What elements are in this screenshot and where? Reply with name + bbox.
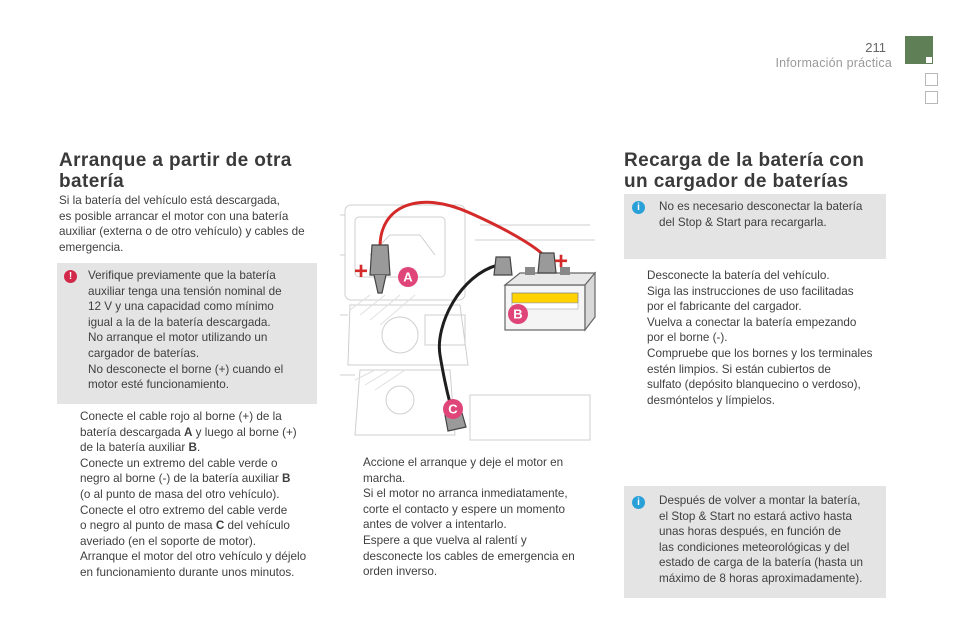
info-line: del Stop & Start para recargarla. xyxy=(659,215,827,229)
black-cable xyxy=(439,265,498,420)
plus-right-icon xyxy=(554,248,568,275)
step-text: . xyxy=(196,441,201,455)
step-line: orden inverso. xyxy=(363,565,438,579)
step-line xyxy=(80,471,321,487)
svg-text:+: + xyxy=(554,248,569,275)
step-item xyxy=(626,284,890,315)
warning-line: auxiliar tenga una tensión nominal de xyxy=(88,284,282,298)
step-line: Vuelva a conectar la batería empezando xyxy=(647,315,857,329)
label-a: A xyxy=(183,425,193,439)
step-text: del vehículo xyxy=(224,519,290,533)
middle-steps-list xyxy=(342,455,598,580)
section-title: Información práctica xyxy=(775,56,892,70)
step-item xyxy=(626,315,890,346)
step-line: en funcionamiento durante unos minutos. xyxy=(80,565,295,579)
step-line xyxy=(80,425,321,441)
step-line xyxy=(80,440,321,456)
step-line: por el fabricante del cargador. xyxy=(647,300,802,314)
step-item xyxy=(59,409,321,456)
intro-line: auxiliar (externa o de otro vehículo) y cables de xyxy=(59,225,305,239)
right-title-line1: Recarga de la batería con xyxy=(624,150,865,171)
step-line: Siga las instrucciones de uso facilitadas xyxy=(647,284,854,298)
step-text: y luego al borne (+) xyxy=(192,425,297,439)
step-line: marcha. xyxy=(363,471,406,485)
step-line: averiado (en el soporte de motor). xyxy=(80,534,257,548)
step-line: (o al punto de masa del otro vehículo). xyxy=(80,487,280,501)
info-bottom-text xyxy=(659,493,883,587)
step-line: desmóntelos y límpielos. xyxy=(647,393,775,407)
step-line: antes de volver a intentarlo. xyxy=(363,518,507,532)
info-icon: i xyxy=(632,496,645,509)
info-line: No es necesario desconectar la batería xyxy=(659,200,863,213)
svg-text:C: C xyxy=(448,401,458,417)
label-a-marker xyxy=(398,267,418,287)
step-line: Arranque el motor del otro vehículo y déjelo xyxy=(80,550,307,564)
info-box-bottom xyxy=(624,486,886,598)
intro-line: emergencia. xyxy=(59,240,124,254)
left-intro xyxy=(59,193,329,255)
warning-line: 12 V y una capacidad como mínimo xyxy=(88,300,274,314)
info-line: el Stop & Start no estará activo hasta xyxy=(659,509,852,523)
warning-line: motor esté funcionamiento. xyxy=(88,378,229,392)
info-line: Después de volver a montar la batería, xyxy=(659,494,861,507)
info-line: estado de carga de la batería (hasta un xyxy=(659,556,864,570)
label-c-marker xyxy=(443,399,463,419)
info-icon: i xyxy=(632,201,645,214)
chapter-tab-outline-2 xyxy=(925,91,938,104)
step-line xyxy=(80,518,321,534)
red-cable xyxy=(380,202,545,257)
label-b: B xyxy=(282,472,291,486)
step-line: Conecte el cable rojo al borne (+) de la xyxy=(80,410,282,423)
info-top-text xyxy=(659,199,881,230)
step-item xyxy=(626,346,890,408)
plus-left-icon xyxy=(354,258,368,285)
label-b-marker xyxy=(508,304,528,324)
label-b: B xyxy=(188,441,197,455)
tab-dot xyxy=(926,57,932,63)
step-item xyxy=(59,456,321,503)
step-line: Conecte un extremo del cable verde o xyxy=(80,456,278,470)
step-line: sulfato (depósito blanquecino o verdoso), xyxy=(647,378,861,392)
step-text: o negro al punto de masa xyxy=(80,519,216,533)
step-line: desconecte los cables de emergencia en xyxy=(363,549,575,563)
step-item xyxy=(342,533,598,580)
right-steps-list xyxy=(626,268,890,408)
step-item xyxy=(626,268,890,284)
step-line: por el borne (-). xyxy=(647,331,728,345)
step-item xyxy=(59,503,321,550)
step-text: de la batería auxiliar xyxy=(80,441,189,455)
chapter-tab-outline-1 xyxy=(925,73,938,86)
info-box-top xyxy=(624,194,886,259)
step-item xyxy=(59,549,321,580)
step-line: Desconecte la batería del vehículo. xyxy=(647,269,830,282)
intro-line: Si la batería del vehículo está descargada, xyxy=(59,194,280,207)
label-c: C xyxy=(215,519,225,533)
step-line: Espere a que vuelva al ralentí y xyxy=(363,533,527,547)
step-text: batería descargada xyxy=(80,425,184,439)
step-item xyxy=(342,455,598,533)
warning-line: igual a la de la batería descargada. xyxy=(88,315,271,329)
intro-line: es posible arrancar el motor con una batería xyxy=(59,209,289,223)
page-number: 211 xyxy=(865,40,886,55)
info-line: las condiciones meteorológicas y del xyxy=(659,540,850,554)
left-section-title xyxy=(59,150,329,192)
step-text: negro al borne (-) de la batería auxiliar xyxy=(80,472,283,486)
step-line: Accione el arranque y deje el motor en xyxy=(363,456,564,469)
right-section-title xyxy=(624,150,914,192)
step-line: Compruebe que los bornes y los terminales xyxy=(647,346,873,360)
warning-line: No desconecte el borne (+) cuando el xyxy=(88,362,284,376)
warning-text xyxy=(88,268,313,393)
svg-text:B: B xyxy=(513,306,523,322)
chapter-tab xyxy=(905,36,933,64)
warning-line: No arranque el motor utilizando un xyxy=(88,331,268,345)
step-line: corte el contacto y espere un momento xyxy=(363,502,566,516)
svg-text:A: A xyxy=(403,269,413,285)
left-title-line1: Arranque a partir de otra xyxy=(59,150,292,171)
jump-start-illustration xyxy=(340,195,602,447)
left-steps-list xyxy=(59,409,321,581)
warning-icon: ! xyxy=(64,270,77,283)
warning-line: cargador de baterías. xyxy=(88,346,200,360)
right-title-line2: un cargador de baterías xyxy=(624,171,849,192)
svg-text:+: + xyxy=(354,258,369,285)
step-line: estén limpios. Si están cubiertos de xyxy=(647,362,831,376)
info-line: unas horas después, en función de xyxy=(659,525,841,539)
warning-box xyxy=(57,263,317,404)
info-line: máximo de 8 horas aproximadamente). xyxy=(659,571,863,585)
warning-line: Verifique previamente que la batería xyxy=(88,269,276,282)
left-title-line2: batería xyxy=(59,171,125,192)
step-line: Si el motor no arranca inmediatamente, xyxy=(363,487,568,501)
step-line: Conecte el otro extremo del cable verde xyxy=(80,503,288,517)
